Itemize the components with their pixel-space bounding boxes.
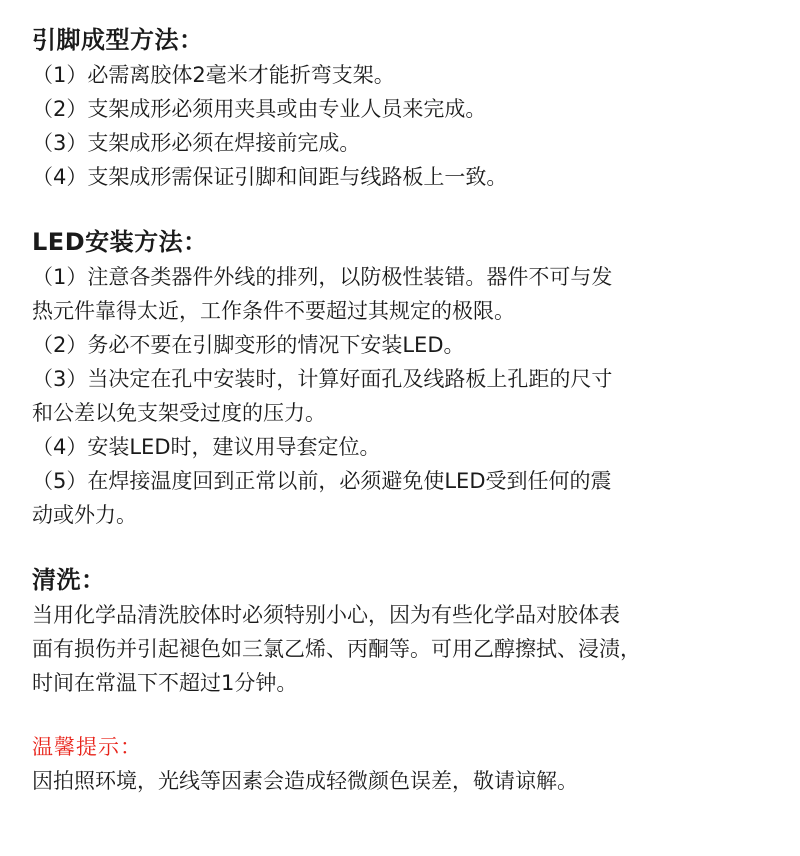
forming-section [32,22,772,194]
cleaning-heading: 清洗： [32,566,106,594]
forming-line: （2）支架成形必须用夹具或由专业人员来完成。 [32,97,487,121]
notice-section [32,730,772,798]
cleaning-line: 面有损伤并引起褪色如三氯乙烯、丙酮等。可用乙醇擦拭、浸渍， [32,637,641,661]
document-page [32,22,772,798]
forming-line: （1）必需离胶体2毫米才能折弯支架。 [32,63,395,87]
install-line: （5）在焊接温度回到正常以前，必须避免使LED受到任何的震 [32,469,612,493]
notice-text: 因拍照环境，光线等因素会造成轻微颜色误差，敬请谅解。 [32,769,578,793]
cleaning-line: 当用化学品清洗胶体时必须特别小心，因为有些化学品对胶体表 [32,603,620,627]
cleaning-line: 时间在常温下不超过1分钟。 [32,671,298,695]
install-line: （4）安装LED时，建议用导套定位。 [32,435,381,459]
install-line: （1）注意各类器件外线的排列，以防极性装错。器件不可与发 [32,265,613,289]
install-line: 热元件靠得太近，工作条件不要超过其规定的极限。 [32,299,515,323]
install-section [32,224,772,532]
install-line: 动或外力。 [32,503,137,527]
install-line: 和公差以免支架受过度的压力。 [32,401,326,425]
cleaning-section [32,562,772,700]
install-line: （2）务必不要在引脚变形的情况下安装LED。 [32,333,465,357]
install-heading: LED安装方法： [32,228,208,256]
forming-line: （3）支架成形必须在焊接前完成。 [32,131,361,155]
forming-line: （4）支架成形需保证引脚和间距与线路板上一致。 [32,165,508,189]
install-line: （3）当决定在孔中安装时，计算好面孔及线路板上孔距的尺寸 [32,367,613,391]
forming-heading: 引脚成型方法： [32,26,204,54]
notice-title: 温馨提示： [32,735,142,759]
